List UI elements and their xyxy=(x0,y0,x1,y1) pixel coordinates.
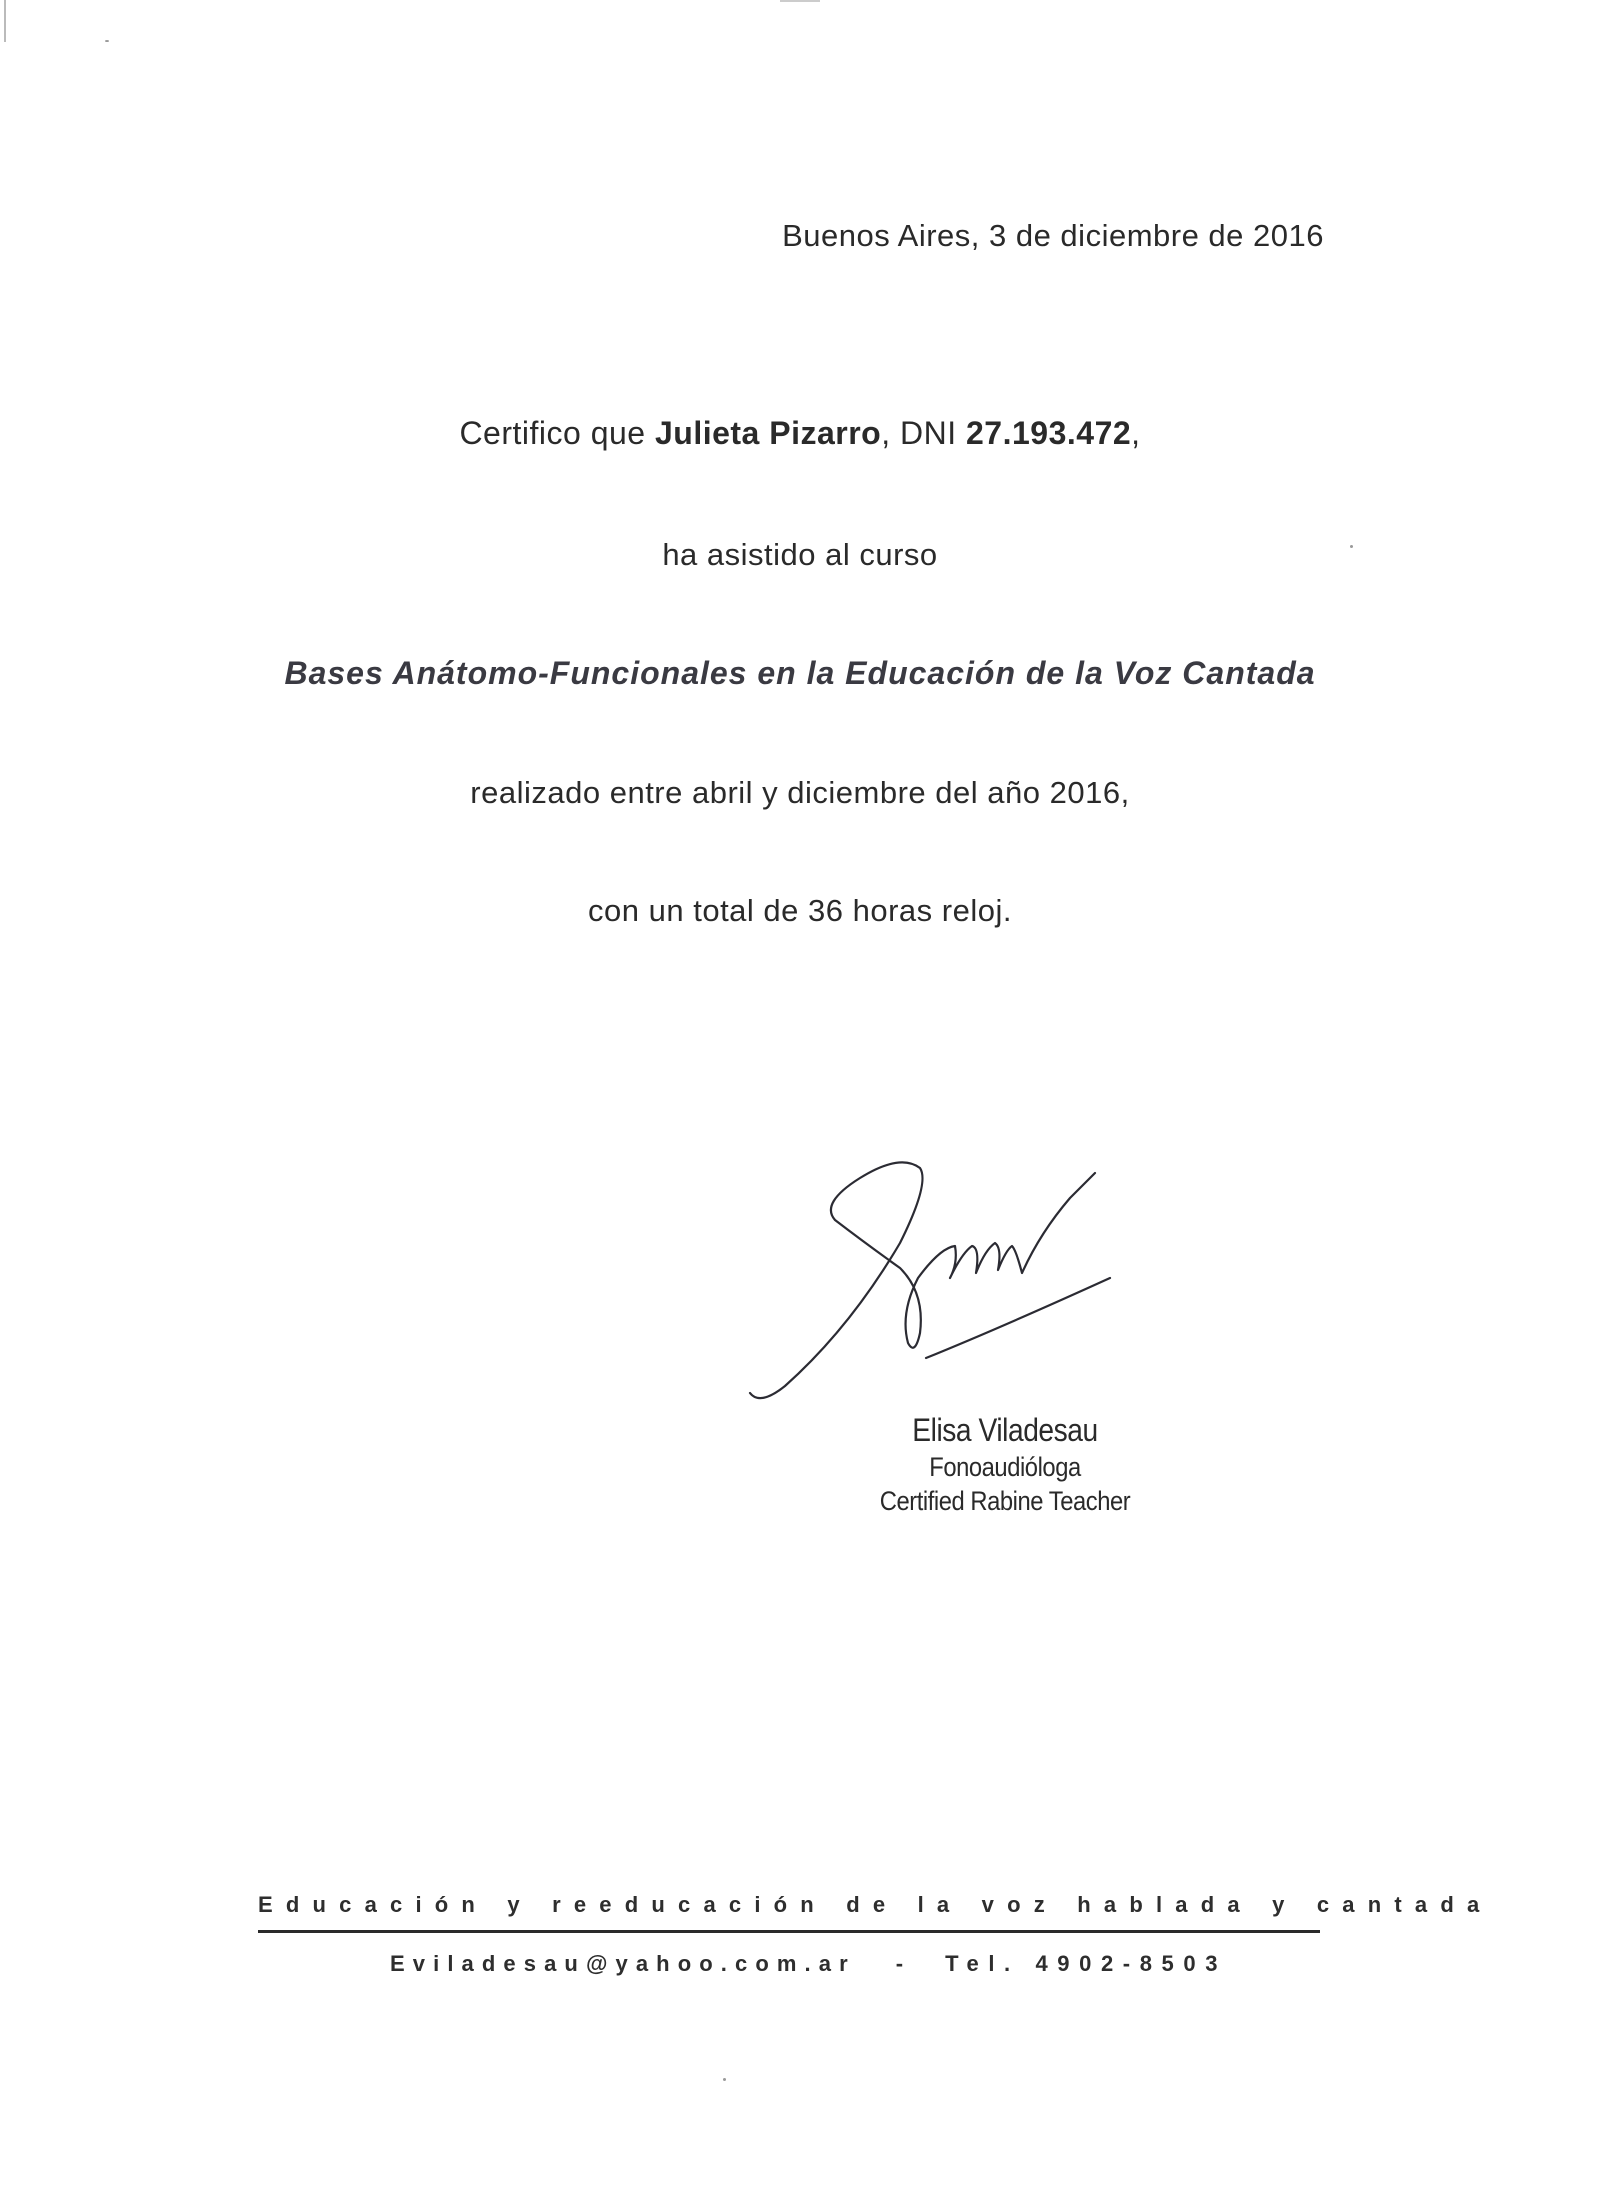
footer-contact xyxy=(390,1951,1227,1977)
signer-name: Elisa Viladesau xyxy=(912,1412,1098,1448)
attended-line: ha asistido al curso xyxy=(662,537,938,572)
contact-phone: Tel. 4902-8503 xyxy=(945,1951,1228,1976)
course-hours: con un total de 36 horas reloj. xyxy=(588,893,1012,928)
date-line: Buenos Aires, 3 de diciembre de 2016 xyxy=(782,218,1324,253)
scan-speck xyxy=(1350,545,1353,548)
certification-statement xyxy=(0,415,1600,452)
certify-prefix: Certifico que xyxy=(459,415,655,451)
scan-speck xyxy=(723,2078,726,2081)
course-title: Bases Anátomo-Funcionales en la Educación de la Voz Cantada xyxy=(284,655,1316,691)
signer-certification: Certified Rabine Teacher xyxy=(879,1486,1131,1516)
signer-profession: Fonoaudióloga xyxy=(929,1452,1081,1482)
scan-speck xyxy=(4,0,6,42)
student-name: Julieta Pizarro xyxy=(654,415,882,451)
student-dni: 27.193.472 xyxy=(966,415,1132,451)
contact-separator: - xyxy=(895,1951,904,1976)
dni-label: , DNI xyxy=(881,415,966,451)
course-period: realizado entre abril y diciembre del año 2016, xyxy=(470,775,1130,810)
signature-image xyxy=(740,1148,1160,1408)
certify-suffix: , xyxy=(1131,415,1141,451)
footer-divider xyxy=(258,1930,1320,1933)
footer-tagline: Educación y reeducación de la voz hablada y cantada xyxy=(258,1892,1493,1917)
contact-email: Eviladesau@yahoo.com.ar xyxy=(390,1951,856,1976)
scan-speck xyxy=(780,0,820,2)
scan-speck xyxy=(105,40,109,42)
signer-block xyxy=(780,1410,1230,1518)
